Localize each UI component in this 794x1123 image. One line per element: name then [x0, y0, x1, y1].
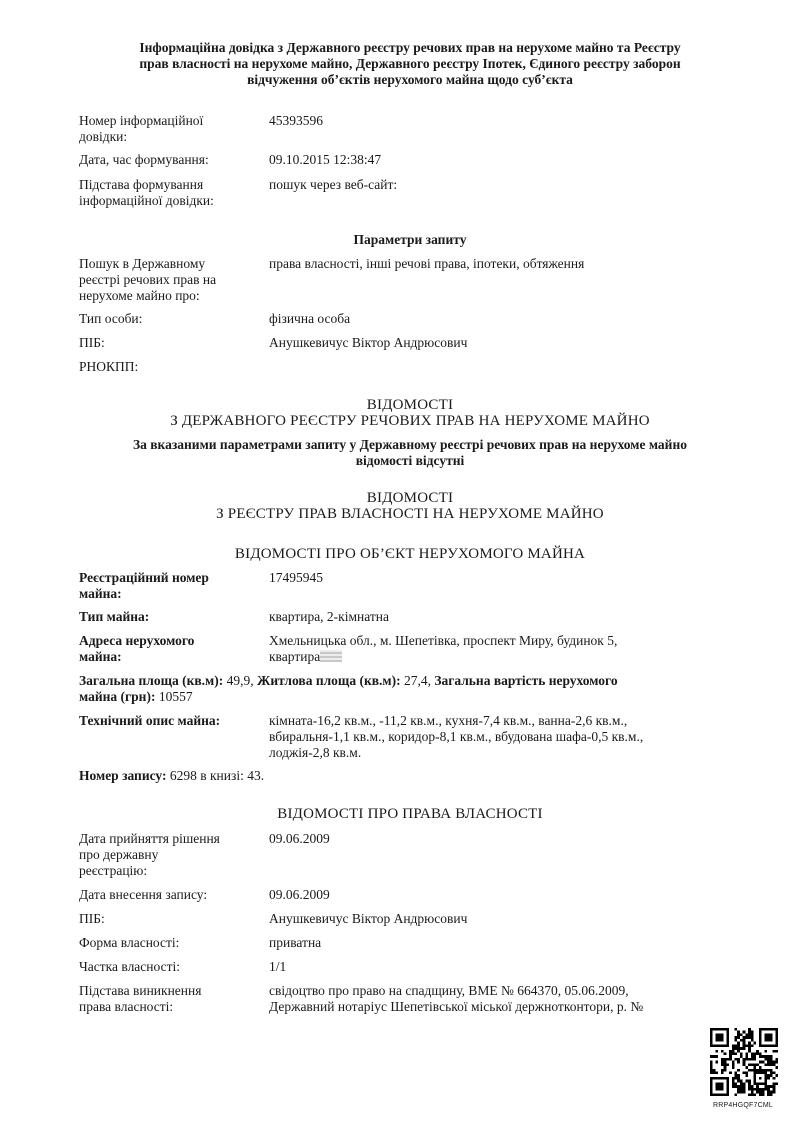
query-name-label: ПІБ: [79, 335, 105, 350]
property-reg-value: 17495945 [269, 570, 323, 585]
section2-heading [70, 490, 750, 522]
ownership-basis-label [79, 983, 259, 1015]
section2-heading-line-2: З РЕЄСТРУ ПРАВ ВЛАСНОСТІ НА НЕРУХОМЕ МАЙНО [216, 506, 604, 522]
document-title [70, 40, 750, 88]
query-person-type-value: фізична особа [269, 311, 351, 326]
ownership-name-label: ПІБ: [79, 911, 105, 926]
title-line-1: Інформаційна довідка з Державного реєстру речових прав на нерухоме майно та Реєстру [139, 40, 681, 55]
section1-heading [70, 397, 750, 429]
info-basis-label-line-1: Підстава формування [79, 177, 204, 192]
query-search-label-line-1: Пошук в Державному [79, 256, 206, 271]
property-reg-label-line-2: майна: [79, 586, 122, 601]
section1-heading-line-2: З ДЕРЖАВНОГО РЕЄСТРУ РЕЧОВИХ ПРАВ НА НЕРУХОМЕ МАЙНО [170, 413, 650, 429]
living-area-value: 27,4, [400, 673, 431, 688]
property-heading: ВІДОМОСТІ ПРО ОБ’ЄКТ НЕРУХОМОГО МАЙНА [234, 546, 586, 562]
section1-notice-line-1: За вказаними параметрами запиту у Державному реєстрі речових прав на нерухоме майно [132, 437, 687, 452]
total-cost-label-part-1: Загальна вартість нерухомого [434, 673, 618, 688]
record-value: 6298 в книзі: 43. [166, 768, 265, 783]
ownership-form-value: приватна [269, 935, 322, 950]
ownership-decision-label-line-2: про державну [79, 847, 159, 862]
property-reg-label-line-1: Реєстраційний номер [79, 570, 209, 585]
living-area-label: Житлова площа (кв.м): [257, 673, 401, 688]
section2-heading-line-1: ВІДОМОСТІ [366, 490, 454, 506]
info-number-label-line-2: довідки: [79, 129, 128, 144]
property-reg-label [79, 570, 259, 602]
ownership-share-value: 1/1 [269, 959, 287, 974]
info-basis-label-line-2: інформаційної довідки: [79, 193, 214, 208]
query-name-value: Анушкевичус Віктор Андрюсович [269, 335, 468, 350]
property-area-block [79, 673, 739, 705]
qr-code-icon [710, 1028, 778, 1096]
info-basis-label [79, 177, 259, 209]
ownership-decision-label-line-3: реєстрацію: [79, 863, 148, 878]
info-number-label [79, 113, 259, 145]
section1-notice [70, 437, 750, 469]
property-tech-label: Технічний опис майна: [79, 713, 221, 728]
property-address-label-line-1: Адреса нерухомого [79, 633, 195, 648]
title-line-2: прав власності на нерухоме майно, Державного реєстру Іпотек, Єдиного реєстру заборон [139, 56, 681, 71]
info-basis-value: пошук через веб-сайт: [269, 177, 398, 192]
ownership-decision-label-line-1: Дата прийняття рішення [79, 831, 220, 846]
ownership-basis-value-line-2: Державний нотаріус Шепетівської міської держнотконтори, р. № [269, 999, 644, 1014]
title-line-3: відчуження об’єктів нерухомого майна щодо суб’єкта [247, 72, 573, 87]
ownership-decision-value: 09.06.2009 [269, 831, 330, 846]
ownership-entry-label: Дата внесення запису: [79, 887, 208, 902]
ownership-basis-value [269, 983, 739, 1015]
ownership-heading: ВІДОМОСТІ ПРО ПРАВА ВЛАСНОСТІ [277, 806, 543, 822]
redacted-apartment-number [320, 650, 342, 662]
property-address-label-line-2: майна: [79, 649, 122, 664]
ownership-basis-value-line-1: свідоцтво про право на спадщину, ВМЕ № 664370, 05.06.2009, [269, 983, 629, 998]
total-cost-value: 10557 [155, 689, 193, 704]
total-area-value: 49,9, [223, 673, 254, 688]
total-area-label: Загальна площа (кв.м): [79, 673, 224, 688]
property-tech-value-line-3: лоджія-2,8 кв.м. [269, 745, 362, 760]
ownership-share-label: Частка власності: [79, 959, 180, 974]
query-search-label-line-3: нерухоме майно про: [79, 288, 200, 303]
property-address-apartment: квартира [269, 649, 321, 664]
record-label: Номер запису: [79, 768, 167, 783]
property-address-value-line-1: Хмельницька обл., м. Шепетівка, проспект Миру, будинок 5, [269, 633, 618, 648]
property-tech-value-line-1: кімната-16,2 кв.м., -11,2 кв.м., кухня-7,4 кв.м., ванна-2,6 кв.м., [269, 713, 628, 728]
info-number-label-line-1: Номер інформаційної [79, 113, 204, 128]
info-date-value: 09.10.2015 12:38:47 [269, 152, 382, 167]
property-tech-value [269, 713, 739, 761]
query-heading: Параметри запиту [353, 232, 467, 247]
query-search-value: права власності, інші речові права, іпотеки, обтяження [269, 256, 585, 271]
qr-code-caption: RRP4HGQF7CML [713, 1102, 773, 1109]
query-search-label [79, 256, 259, 304]
property-tech-value-line-2: вбиральня-1,1 кв.м., коридор-8,1 кв.м., вбудована шафа-0,5 кв.м., [269, 729, 644, 744]
ownership-name-value: Анушкевичус Віктор Андрюсович [269, 911, 468, 926]
query-rnokpp-label: РНОКПП: [79, 359, 139, 374]
ownership-basis-label-line-2: права власності: [79, 999, 174, 1014]
info-date-label: Дата, час формування: [79, 152, 209, 167]
property-record-row [79, 768, 739, 784]
property-address-value [269, 633, 739, 665]
ownership-entry-value: 09.06.2009 [269, 887, 330, 902]
total-cost-label-part-2: майна (грн): [79, 689, 156, 704]
property-address-label [79, 633, 259, 665]
property-type-label: Тип майна: [79, 609, 150, 624]
property-address-value-line-2 [269, 649, 739, 665]
section1-notice-line-2: відомості відсутні [355, 453, 465, 468]
section1-heading-line-1: ВІДОМОСТІ [366, 397, 454, 413]
ownership-decision-label [79, 831, 259, 879]
info-number-value: 45393596 [269, 113, 323, 128]
query-search-label-line-2: реєстрі речових прав на [79, 272, 217, 287]
property-type-value: квартира, 2-кімнатна [269, 609, 390, 624]
ownership-form-label: Форма власності: [79, 935, 180, 950]
query-person-type-label: Тип особи: [79, 311, 143, 326]
ownership-basis-label-line-1: Підстава виникнення [79, 983, 202, 998]
